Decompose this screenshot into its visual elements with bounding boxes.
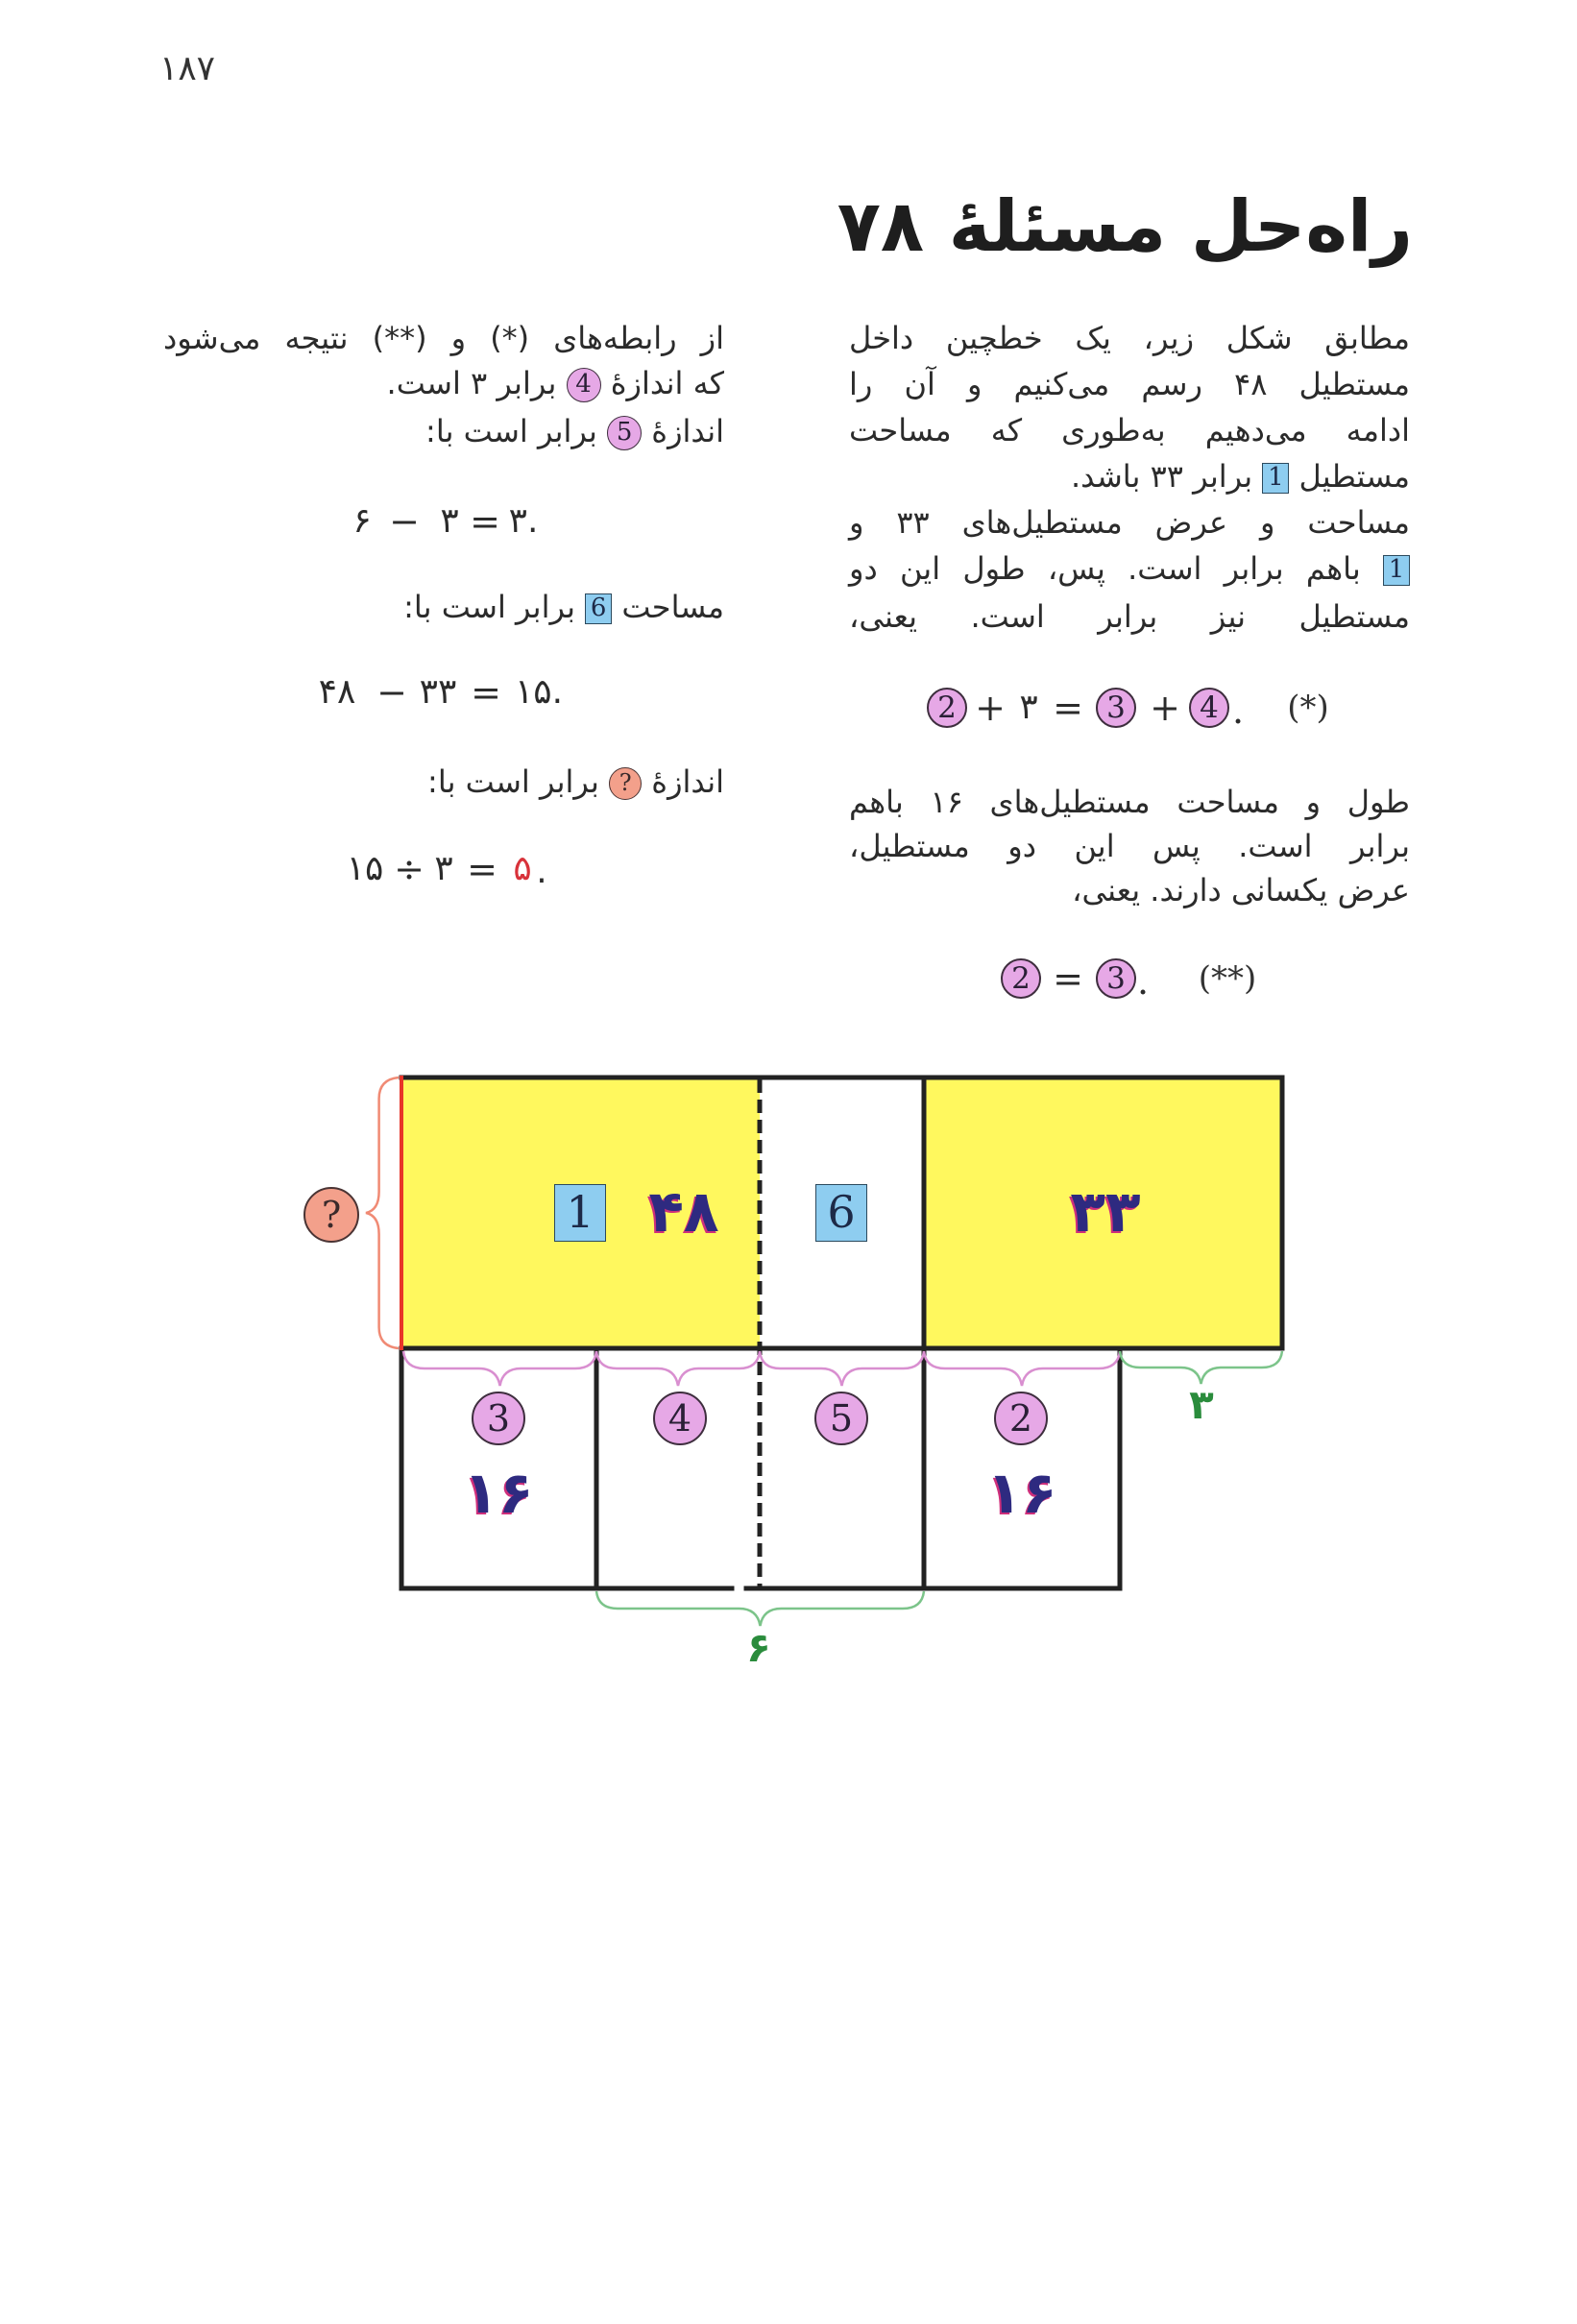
text: اندازهٔ (651, 413, 724, 449)
height-question-marker: ? (303, 1187, 359, 1243)
result: ۱۵. (514, 672, 564, 712)
minus-sign: − (389, 500, 420, 543)
length-label: ۶ (746, 1624, 771, 1671)
period: . (536, 852, 547, 891)
number: ۳ (434, 849, 453, 888)
text-line (849, 407, 1410, 453)
result: ۳. (508, 501, 539, 541)
text: مستطیل ۴۸ رسم می‌کنیم و آن را (849, 366, 1411, 402)
text-line (163, 408, 724, 454)
circle-marker-2: 2 (994, 1392, 1048, 1445)
brace-height (366, 1077, 399, 1348)
equals-sign: = (467, 848, 497, 890)
text: برابر است با: (425, 413, 597, 449)
text: ادامه می‌دهیم به‌طوری که مساحت (849, 412, 1410, 448)
text-line (849, 779, 1410, 825)
text: که اندازهٔ (610, 365, 724, 401)
brace-bottom-span (596, 1591, 924, 1626)
number: ۶ (352, 501, 372, 541)
brace-3 (403, 1351, 596, 1386)
period: . (1231, 690, 1245, 732)
divide-sign: ÷ (394, 848, 425, 890)
period: . (1136, 960, 1150, 1003)
number: ۳ (1019, 688, 1038, 727)
text: طول و مساحت مستطیل‌های ۱۶ باهم (849, 784, 1411, 820)
circle-marker-4: 4 (653, 1392, 707, 1445)
circle-marker-4: 4 (1189, 688, 1229, 728)
text-line (849, 361, 1410, 407)
minus-sign: − (376, 671, 407, 714)
brace-5 (760, 1351, 924, 1386)
circle-marker-5: 5 (814, 1392, 868, 1445)
text-line (849, 499, 1410, 545)
text-line (849, 823, 1410, 869)
text: باهم برابر است. پس، طول این دو (849, 550, 1361, 587)
circle-marker-3: 3 (1096, 688, 1136, 728)
text: مستطیل (1298, 458, 1410, 495)
rectangle-33-area: ۳۳ (1070, 1178, 1141, 1246)
text: مستطیل نیز برابر است. یعنی، (849, 598, 1410, 635)
rectangle-1-marker: 1 (554, 1184, 606, 1242)
text: برابر است. پس این دو مستطیل، (849, 828, 1410, 864)
text-line (163, 759, 724, 805)
rectangle-16-area: ۱۶ (986, 1460, 1057, 1527)
brace-2 (924, 1351, 1120, 1386)
text-line (849, 315, 1410, 361)
circle-marker-3: 3 (1096, 958, 1136, 999)
text: از رابطه‌های (*) و (**) نتیجه می‌شود (163, 320, 724, 356)
text: عرض یکسانی دارند. یعنی، (1072, 872, 1410, 908)
equation-tag: (*) (1287, 689, 1329, 727)
circle-marker-2: 2 (1001, 958, 1041, 999)
plus-sign: + (975, 687, 1006, 729)
text-line (163, 584, 724, 630)
circle-marker-2: 2 (927, 688, 967, 728)
rectangle-16-area: ۱۶ (463, 1460, 534, 1527)
text-line (849, 545, 1410, 592)
text: مساحت و عرض مستطیل‌های ۳۳ و (849, 504, 1411, 541)
equals-sign: = (1053, 687, 1083, 729)
page-number: ۱۸۷ (159, 49, 216, 88)
text-line (163, 360, 724, 406)
text: مطابق شکل زیر، یک خطچین داخل (849, 320, 1410, 356)
circle-marker-4: 4 (567, 368, 601, 402)
answer-value: ۵ (513, 849, 532, 888)
rectangle-6-marker: 6 (815, 1184, 867, 1242)
length-label: ۳ (1189, 1381, 1214, 1428)
equation-tag: (**) (1198, 959, 1257, 998)
page-title: راه‌حل مسئلهٔ ۷۸ (837, 185, 1413, 268)
brace-right-gap (1120, 1351, 1282, 1384)
number: ۱۵ (346, 849, 384, 888)
text: اندازهٔ (651, 763, 724, 800)
plus-sign: + (1150, 687, 1180, 729)
text-line (849, 453, 1410, 499)
text: برابر ۳ است. (386, 365, 557, 401)
rectangle-diagram (288, 1047, 1325, 1690)
text: مساحت (621, 589, 724, 625)
question-marker: ? (609, 767, 642, 800)
text-line (163, 315, 724, 361)
rectangle-48-area: ۴۸ (648, 1178, 719, 1246)
equals-sign: = (470, 500, 500, 543)
number: ۳۳ (419, 672, 457, 712)
brace-4 (596, 1351, 760, 1386)
equals-sign: = (1053, 957, 1083, 1000)
circle-marker-5: 5 (607, 416, 642, 450)
rectangle-1-marker: 1 (1262, 463, 1289, 494)
number: ۳ (440, 501, 459, 541)
text: برابر است با: (427, 763, 599, 800)
rectangle-1-marker: 1 (1383, 555, 1410, 586)
number: ۴۸ (318, 672, 356, 712)
text-line (849, 867, 1410, 913)
text-line (849, 593, 1410, 640)
text: برابر است با: (403, 589, 576, 625)
rectangle-6-marker: 6 (585, 593, 612, 624)
text: برابر ۳۳ باشد. (1071, 458, 1253, 495)
equals-sign: = (471, 671, 501, 714)
circle-marker-3: 3 (472, 1392, 525, 1445)
